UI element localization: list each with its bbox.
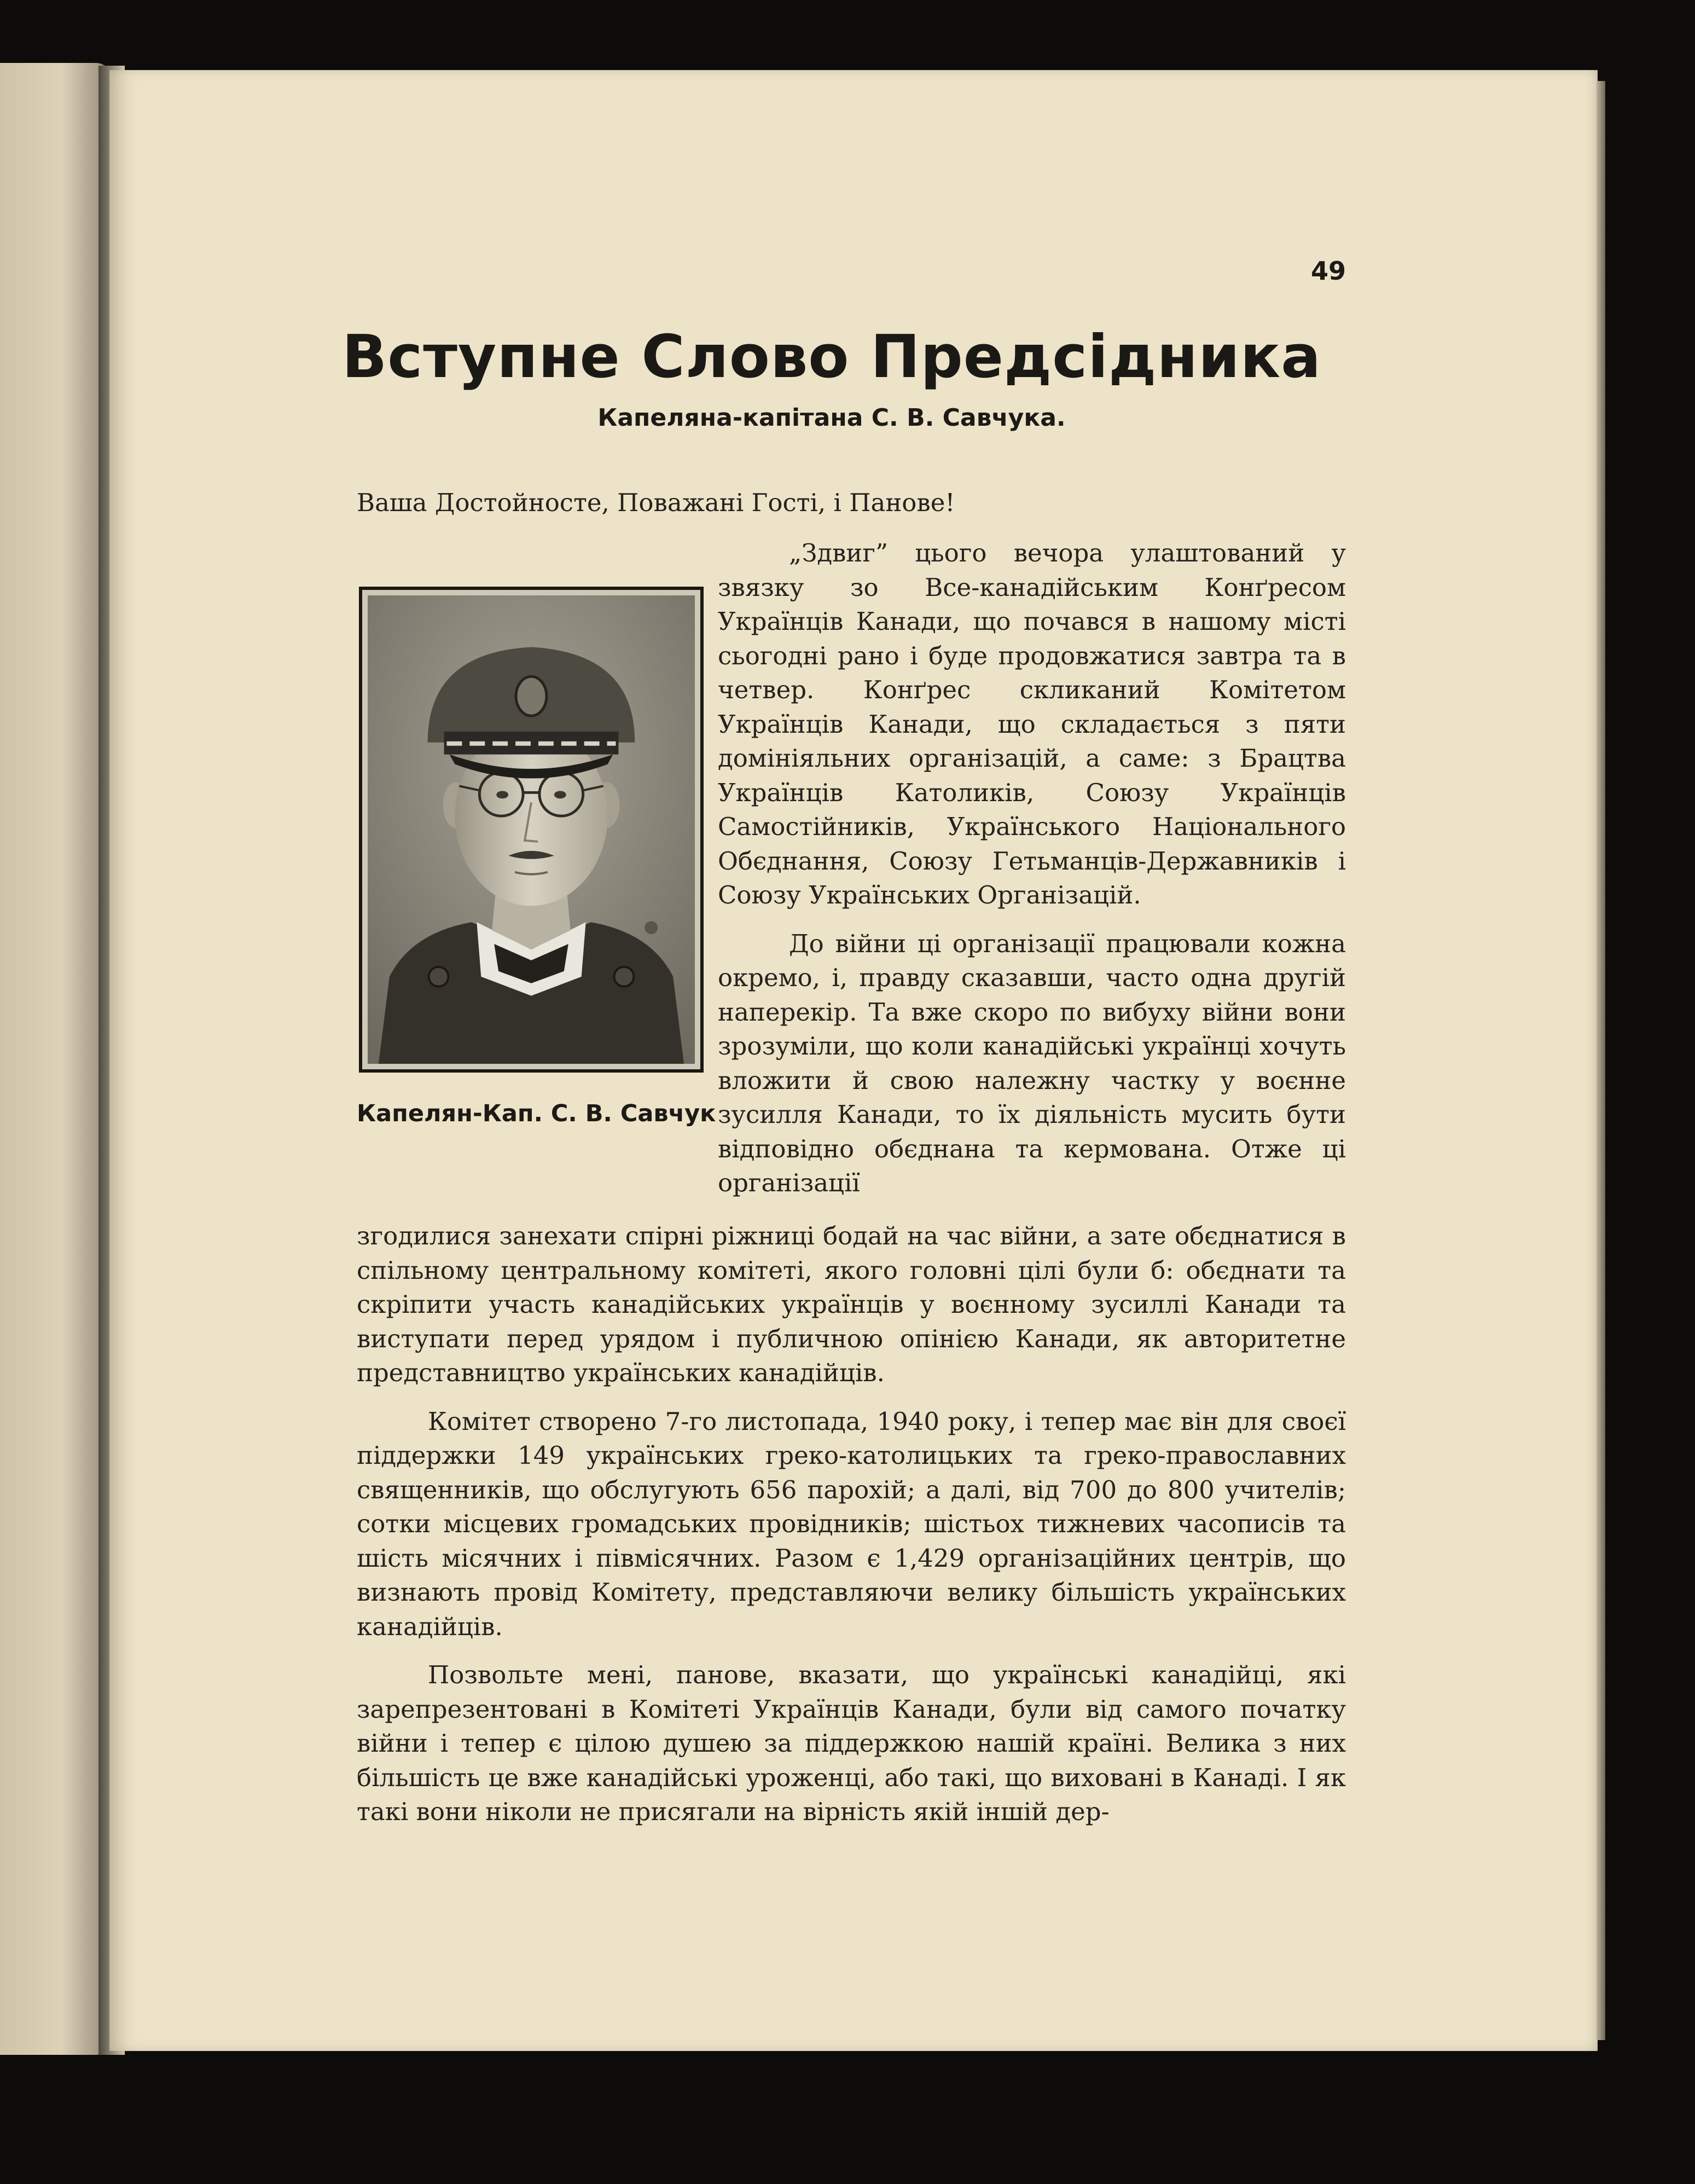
- portrait-image: [368, 595, 695, 1064]
- page-subtitle: Капеляна-капітана С. В. Савчука.: [597, 404, 1066, 432]
- facing-page-edge: [0, 63, 112, 2055]
- page-number: 49: [1310, 256, 1346, 286]
- paragraph: Позвольте мені, панове, вказати, що українські канадійці, які зарепрезентовані в Комітеті Українців Канади, були від самого початку війни і тепер є цілою душею за піддержкою нашій країні. Велика з них більшість це вже канадійські уроженці, або такі, що виховані в Канаді. І як такі вони ніколи не присягали на вірність якій іншій дер-: [357, 1660, 1346, 1826]
- page-edge-shadow: [1597, 81, 1605, 2040]
- column-text: [718, 536, 1346, 1201]
- page-title: Вступне Слово Предсідника: [341, 323, 1322, 391]
- full-width-text: [357, 1219, 1346, 1829]
- paragraph: До війни ці організації працювали кожна окремо, і, правду сказавши, часто одна другій наперекір. Та вже скоро по вибуху війни вони зрозуміли, що коли канадійські українці хочуть вложити й свою належну частку у воєнне зусилля Канади, то їх діяльність мусить бути відповідно обєднана та кермована. Отже ці організації: [718, 929, 1346, 1197]
- paragraph: „Здвиг” цього вечора улаштований у звязку зо Все-канадійським Конґресом Українців Канади, що почався в нашому місті сьогодні рано і буде продовжатися завтра та в четвер. Конґрес скликаний Комітетом Українців Канади, що складається з пяти домініяльних організацій, а саме: з Брацтва Українців Католиків, Союзу Українців Самостійників, Українського Національного Обєднання, Союзу Гетьманців-Державників і Союзу Українських Організацій.: [718, 538, 1346, 909]
- salutation: Ваша Достойносте, Поважані Гості, і Панове!: [357, 488, 955, 517]
- photo-caption: Капелян-Кап. С. В. Савчук: [357, 1100, 716, 1127]
- portrait-illustration: [368, 595, 695, 1064]
- paragraph: Комітет створено 7-го листопада, 1940 року, і тепер має він для своєї піддержки 149 українських греко-католицьких та греко-православних священників, що обслугують 656 парохій; а далі, від 700 до 800 учителів; сотки місцевих громадських провідників; шістьох тижневих часописів та шість місячних і півмісячних. Разом є 1,429 організаційних центрів, що визнають провід Комітету, представляючи велику більшість українських канадійців.: [357, 1406, 1346, 1641]
- paragraph: згодилися занехати спірні ріжниці бодай на час війни, а зате обєднатися в спільному центральному комітеті, якого головні цілі були б: обєднати та скріпити участь канадійських українців у воєнному зусиллі Канади та виступати перед урядом і публичною опінією Канади, як авторитетне представництво українських канадійців.: [357, 1221, 1346, 1387]
- portrait-photo: [359, 587, 704, 1073]
